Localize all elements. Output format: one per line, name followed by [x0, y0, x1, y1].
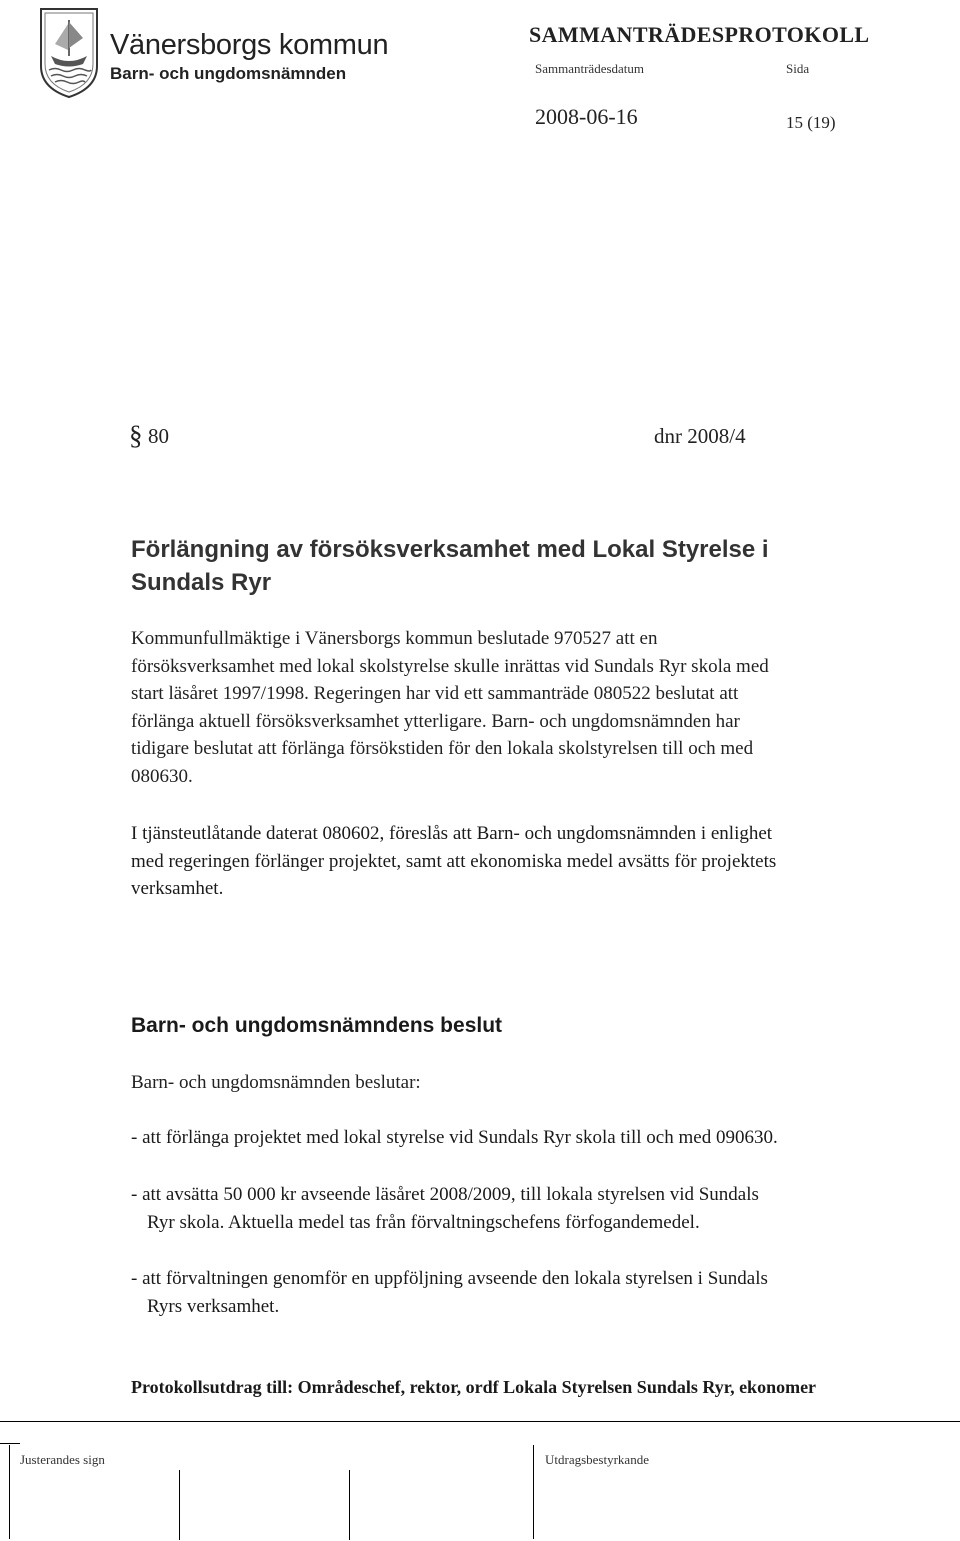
meeting-date-label: Sammanträdesdatum	[535, 61, 645, 76]
paragraph-line: verksamhet.	[131, 878, 224, 899]
footer-tick	[0, 1443, 20, 1444]
page-label: Sida	[786, 61, 810, 76]
decision-intro: Barn- och ungdomsnämnden beslutar:	[131, 1072, 421, 1093]
paragraph-line: start läsåret 1997/1998. Regeringen har vid ett sammanträde 080522 beslutat att	[131, 683, 739, 704]
signature-box-divider	[179, 1470, 180, 1540]
protocol-extract-recipients: Protokollsutdrag till: Områdeschef, rektor, ordf Lokala Styrelsen Sundals Ryr, ekonomer	[131, 1377, 817, 1397]
paragraph-line: I tjänsteutlåtande daterat 080602, föreslås att Barn- och ungdomsnämnden i enlighet	[131, 823, 773, 844]
decision-item-line: - att avsätta 50 000 kr avseende läsåret 2008/2009, till lokala styrelsen vid Sundals	[131, 1184, 759, 1205]
paragraph-line: med regeringen förlänger projektet, samt att ekonomiska medel avsätts för projektets	[131, 850, 777, 872]
background-paragraph	[131, 625, 951, 790]
extract-certification-label: Utdragsbestyrkande	[545, 1452, 649, 1467]
decision-item-line: - att förvaltningen genomför en uppföljning avseende den lokala styrelsen i Sundals	[131, 1268, 768, 1289]
section-symbol: §	[129, 420, 143, 450]
page-number: 15 (19)	[786, 113, 836, 132]
paragraph-line: Kommunfullmäktige i Vänersborgs kommun beslutade 970527 att en	[131, 628, 658, 649]
committee-name: Barn- och ungdomsnämnden	[110, 64, 347, 83]
decision-heading: Barn- och ungdomsnämndens beslut	[131, 1014, 503, 1037]
title-line: Sundals Ryr	[131, 569, 272, 596]
proposal-paragraph	[131, 820, 960, 903]
decision-item-line: Ryr skola. Aktuella medel tas från förvaltningschefens förfogandemedel.	[147, 1211, 700, 1233]
decision-item	[131, 1181, 759, 1236]
signature-box-divider	[349, 1470, 350, 1540]
meeting-date: 2008-06-16	[535, 104, 638, 129]
decision-item	[131, 1124, 778, 1152]
document-type: SAMMANTRÄDESPROTOKOLL	[529, 22, 870, 47]
municipality-name: Vänersborgs kommun	[110, 29, 389, 61]
decision-item-line: Ryrs verksamhet.	[147, 1295, 280, 1317]
paragraph-line: förlänga aktuell försöksverksamhet ytterligare. Barn- och ungdomsnämnden har	[131, 710, 740, 732]
decision-item	[131, 1265, 768, 1320]
footer-divider	[0, 1421, 960, 1422]
paragraph-line: 080630.	[131, 765, 193, 787]
case-number: dnr 2008/4	[654, 424, 746, 448]
paragraph-line: tidigare beslutat att förlänga försökstiden för den lokala skolstyrelsen till och med	[131, 738, 754, 759]
paragraph-line: försöksverksamhet med lokal skolstyrelse skulle inrättas vid Sundals Ryr skola med	[131, 655, 769, 677]
signature-label: Justerandes sign	[20, 1452, 105, 1467]
section-number: 80	[148, 424, 169, 448]
title-line: Förlängning av försöksverksamhet med Lokal Styrelse i	[131, 536, 769, 563]
footer-column-rule	[533, 1445, 534, 1539]
footer-column-rule	[9, 1445, 10, 1539]
municipal-coat-of-arms	[35, 6, 103, 100]
page-title	[131, 533, 769, 599]
decision-item-line: - att förlänga projektet med lokal styrelse vid Sundals Ryr skola till och med 090630.	[131, 1127, 778, 1148]
